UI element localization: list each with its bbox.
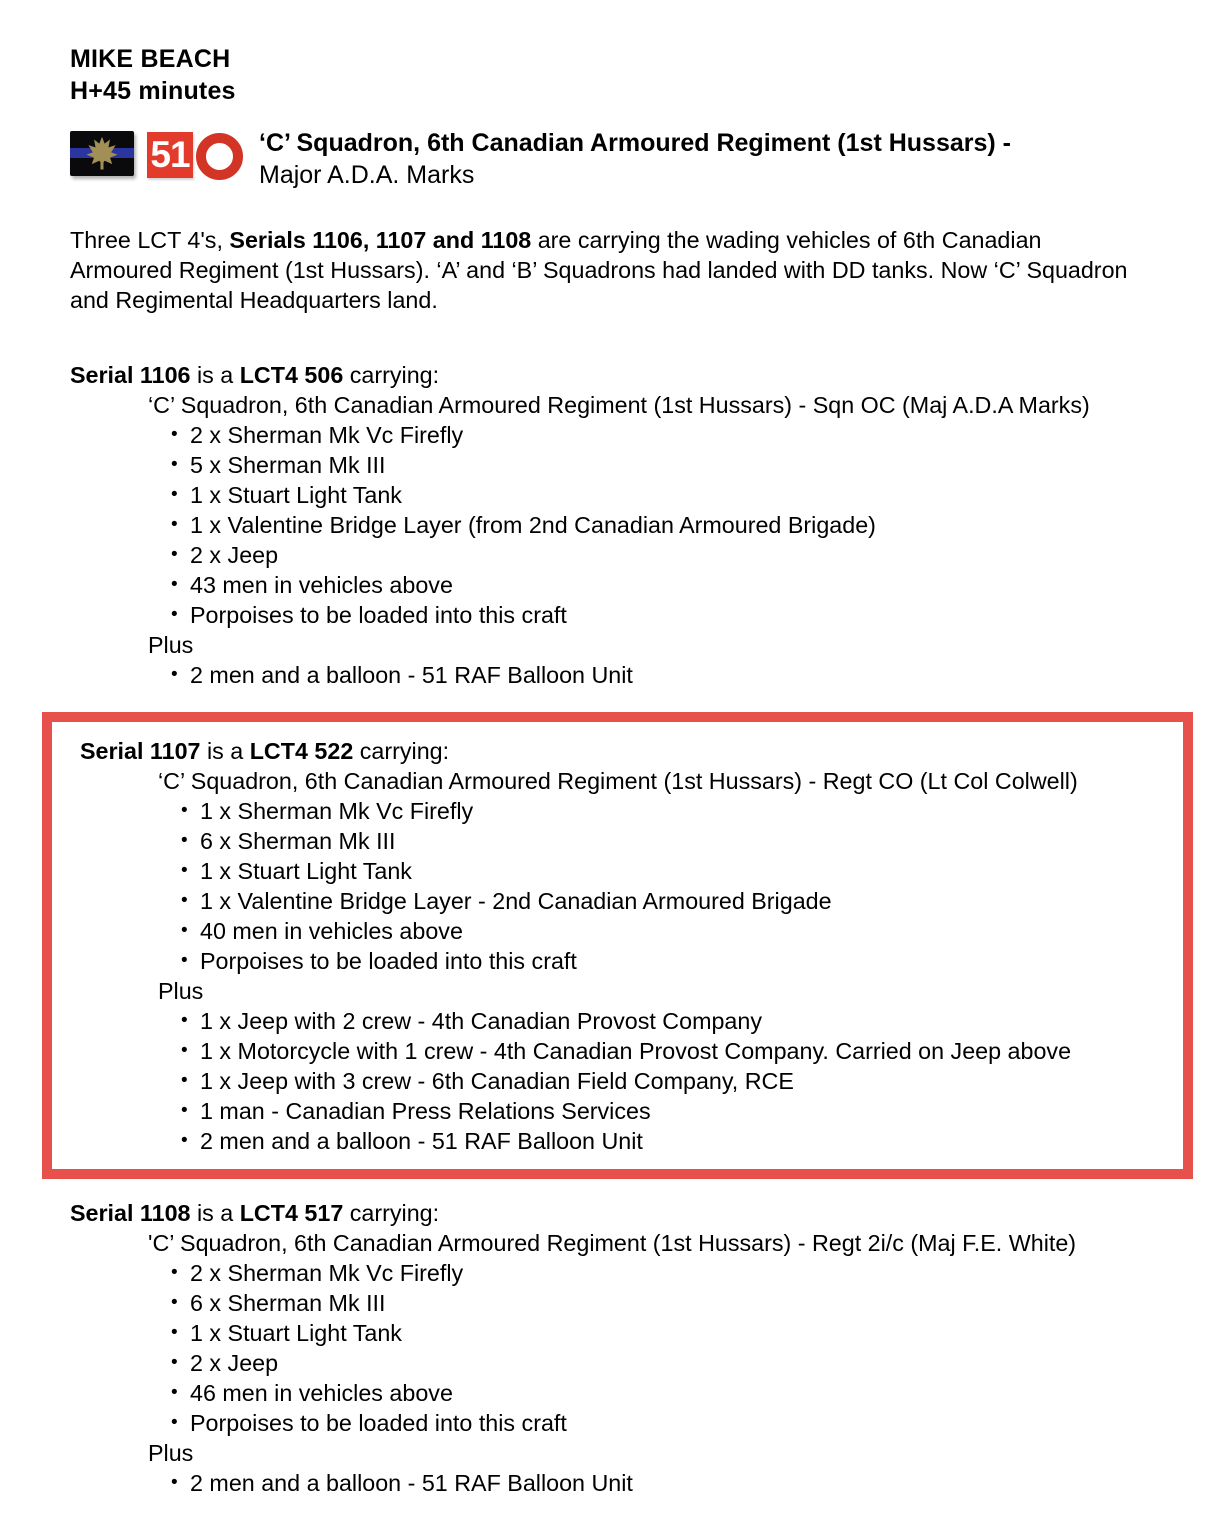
serial-header	[70, 360, 1193, 390]
cargo-item: • 46 men in vehicles above	[190, 1378, 1193, 1408]
h-hour-time: H+45 minutes	[70, 77, 236, 105]
intro-pre: Three LCT 4's,	[70, 227, 230, 253]
carrying-label: carrying:	[343, 1200, 440, 1226]
plus-label: Plus	[148, 1440, 194, 1466]
cargo-item: • 6 x Sherman Mk III	[190, 1288, 1193, 1318]
craft-number: LCT4 517	[239, 1200, 344, 1226]
red-circle-icon	[196, 133, 243, 180]
plus-cargo-list	[80, 1006, 1173, 1156]
carrying-label: carrying:	[343, 362, 440, 388]
cargo-item: • 1 man - Canadian Press Relations Services	[200, 1096, 1173, 1126]
serial-1106-section	[70, 360, 1193, 690]
doc-header	[70, 43, 1193, 107]
formation-patch-icon	[70, 131, 134, 176]
cargo-item: • 43 men in vehicles above	[190, 570, 1193, 600]
cargo-item: • 2 men and a balloon - 51 RAF Balloon Unit	[190, 1468, 1193, 1498]
carrying-label: carrying:	[353, 738, 450, 764]
badge-row	[70, 131, 1193, 191]
serial-header	[70, 1198, 1193, 1228]
plus-label: Plus	[158, 978, 204, 1004]
cargo-item: • 2 x Sherman Mk Vc Firefly	[190, 1258, 1193, 1288]
cargo-item: • 2 x Jeep	[190, 540, 1193, 570]
cargo-item: • 1 x Stuart Light Tank	[190, 480, 1193, 510]
serial-conj: is a	[190, 1200, 240, 1226]
page-title: ‘C’ Squadron, 6th Canadian Armoured Regiment (1st Hussars) -	[259, 129, 1011, 157]
cargo-item: • 1 x Stuart Light Tank	[200, 856, 1173, 886]
craft-number: LCT4 522	[249, 738, 354, 764]
cargo-item: • 1 x Jeep with 2 crew - 4th Canadian Provost Company	[200, 1006, 1173, 1036]
cargo-item: • Porpoises to be loaded into this craft	[190, 1408, 1193, 1438]
cargo-list	[70, 420, 1193, 630]
cargo-item: • Porpoises to be loaded into this craft	[200, 946, 1173, 976]
plus-label: Plus	[148, 632, 194, 658]
cargo-item: • 1 x Stuart Light Tank	[190, 1318, 1193, 1348]
unit-line: ‘C’ Squadron, 6th Canadian Armoured Regiment (1st Hussars) - Regt CO (Lt Col Colwell)	[158, 768, 1078, 794]
page-title-block	[259, 127, 1011, 191]
maple-leaf-icon	[83, 134, 121, 173]
cargo-item: • 1 x Valentine Bridge Layer - 2nd Canadian Armoured Brigade	[200, 886, 1173, 916]
intro-paragraph	[70, 225, 1132, 315]
serial-1107-section	[80, 736, 1173, 1156]
cargo-list	[70, 1258, 1193, 1438]
cargo-item: • 2 x Jeep	[190, 1348, 1193, 1378]
cargo-list	[80, 796, 1173, 976]
cargo-item: • 1 x Motorcycle with 1 crew - 4th Canadian Provost Company. Carried on Jeep above	[200, 1036, 1173, 1066]
serial-conj: is a	[190, 362, 240, 388]
serial-number: Serial 1107	[80, 738, 201, 764]
craft-number: LCT4 506	[239, 362, 344, 388]
intro-serials-bold: Serials 1106, 1107 and 1108	[229, 227, 532, 253]
cargo-item: • 2 x Sherman Mk Vc Firefly	[190, 420, 1193, 450]
plus-cargo-list	[70, 1468, 1193, 1498]
cargo-item: • 40 men in vehicles above	[200, 916, 1173, 946]
page-subtitle: Major A.D.A. Marks	[259, 161, 475, 189]
unit-51-badge	[147, 132, 193, 178]
cargo-item: • 1 x Valentine Bridge Layer (from 2nd Canadian Armoured Brigade)	[190, 510, 1193, 540]
cargo-item: • 2 men and a balloon - 51 RAF Balloon Unit	[190, 660, 1193, 690]
cargo-item: • 6 x Sherman Mk III	[200, 826, 1173, 856]
serial-header	[80, 736, 1173, 766]
unit-line: ‘C’ Squadron, 6th Canadian Armoured Regiment (1st Hussars) - Sqn OC (Maj A.D.A Marks)	[148, 392, 1090, 418]
serial-number: Serial 1108	[70, 1200, 191, 1226]
intro-post: are carrying the wading vehicles of 6th Canadian Armoured Regiment (1st Hussars). ‘A’ and ‘B’ Squadrons had landed with DD tanks. Now ‘C’ Squadron and Regimental Headquarters land.	[70, 227, 1128, 313]
plus-cargo-list	[70, 660, 1193, 690]
cargo-item: • 2 men and a balloon - 51 RAF Balloon Unit	[200, 1126, 1173, 1156]
unit-51-number: 51	[150, 134, 190, 175]
serial-number: Serial 1106	[70, 362, 191, 388]
highlight-box	[42, 712, 1193, 1179]
cargo-item: • 1 x Sherman Mk Vc Firefly	[200, 796, 1173, 826]
cargo-item: • 1 x Jeep with 3 crew - 6th Canadian Field Company, RCE	[200, 1066, 1173, 1096]
beach-name: MIKE BEACH	[70, 45, 231, 73]
cargo-item: • 5 x Sherman Mk III	[190, 450, 1193, 480]
serial-1108-section	[70, 1198, 1193, 1498]
cargo-item: • Porpoises to be loaded into this craft	[190, 600, 1193, 630]
unit-line: 'C’ Squadron, 6th Canadian Armoured Regiment (1st Hussars) - Regt 2i/c (Maj F.E. White)	[148, 1230, 1077, 1256]
serial-conj: is a	[200, 738, 250, 764]
